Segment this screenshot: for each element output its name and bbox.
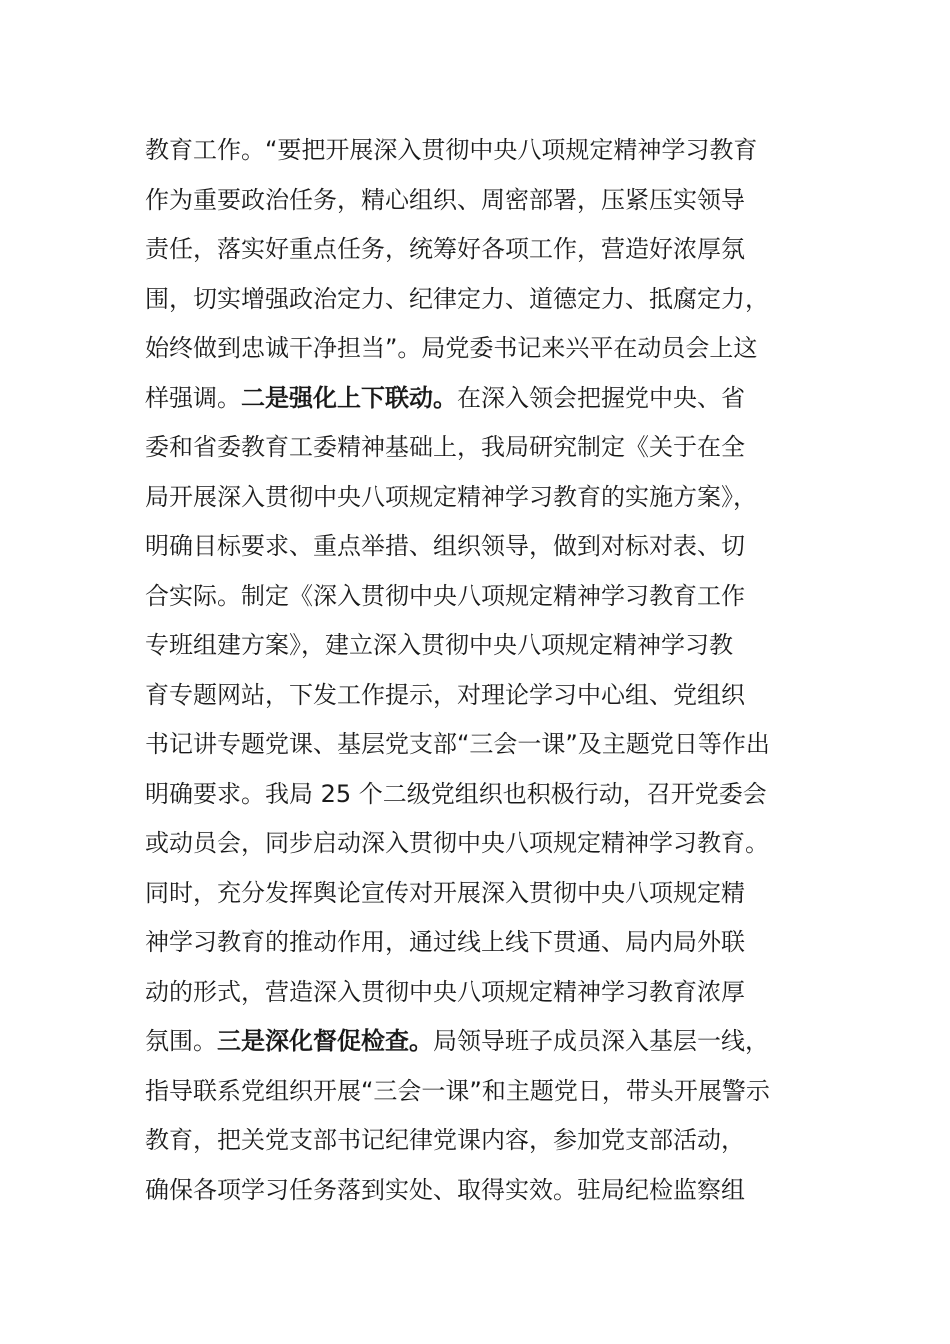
text-run: 责任，落实好重点任务，统筹好各项工作，营造好浓厚氛 <box>145 235 745 263</box>
text-line <box>145 1166 815 1216</box>
text-run: 局开展深入贯彻中央八项规定精神学习教育的实施方案》， <box>145 482 757 511</box>
text-run: 作为重要政治任务，精心组织、周密部署，压紧压实领导 <box>145 185 745 214</box>
text-run: 合实际。制定《深入贯彻中央八项规定精神学习教育工作 <box>145 581 745 610</box>
text-line <box>145 720 815 770</box>
text-line <box>145 275 815 325</box>
text-run: 教育，把关党支部书记纪律党课内容，参加党支部活动， <box>145 1126 745 1154</box>
bold-heading-3: 三是深化督促检查。 <box>217 1027 433 1055</box>
text-run: 同时，充分发挥舆论宣传对开展深入贯彻中央八项规定精 <box>145 878 745 907</box>
text-run: 确保各项学习任务落到实处、取得实效。驻局纪检监察组 <box>145 1175 745 1204</box>
text-line <box>145 176 815 226</box>
text-run: 神学习教育的推动作用，通过线上线下贯通、局内局外联 <box>145 928 745 956</box>
text-run: 围，切实增强政治定力、纪律定力、道德定力、抵腐定力， <box>145 284 769 313</box>
text-line <box>145 374 815 424</box>
bold-heading-2: 二是强化上下联动。 <box>241 383 457 412</box>
text-line <box>145 671 815 721</box>
text-line <box>145 572 815 622</box>
text-line <box>145 819 815 869</box>
text-line <box>145 869 815 919</box>
text-line <box>145 770 815 820</box>
text-line <box>145 621 815 671</box>
text-line <box>145 126 815 176</box>
text-line <box>145 1017 815 1067</box>
text-line <box>145 473 815 523</box>
text-line <box>145 324 815 374</box>
text-run: 始终做到忠诚干净担当”。局党委书记来兴平在动员会上这 <box>145 334 758 362</box>
text-line <box>145 423 815 473</box>
text-run: 氛围。 <box>145 1027 217 1055</box>
text-run: 在深入领会把握党中央、省 <box>457 383 745 412</box>
text-line <box>145 522 815 572</box>
text-run: 书记讲专题党课、基层党支部“三会一课”及主题党日等作出 <box>145 730 770 758</box>
body-paragraph <box>145 126 815 1215</box>
text-run: 样强调。 <box>145 383 241 412</box>
text-run: 教育工作。“要把开展深入贯彻中央八项规定精神学习教育 <box>145 136 758 164</box>
text-run: 局领导班子成员深入基层一线， <box>433 1027 769 1055</box>
text-line <box>145 918 815 968</box>
text-run: 或动员会，同步启动深入贯彻中央八项规定精神学习教育。 <box>145 829 769 857</box>
text-line <box>145 1116 815 1166</box>
text-line <box>145 1067 815 1117</box>
text-run: 委和省委教育工委精神基础上，我局研究制定《关于在全 <box>145 433 745 461</box>
text-run: 专班组建方案》，建立深入贯彻中央八项规定精神学习教 <box>145 631 733 659</box>
text-line <box>145 225 815 275</box>
text-run: 明确要求。我局 25 个二级党组织也积极行动，召开党委会 <box>145 779 767 808</box>
text-line <box>145 968 815 1018</box>
text-run: 动的形式，营造深入贯彻中央八项规定精神学习教育浓厚 <box>145 977 745 1006</box>
text-run: 指导联系党组织开展“三会一课”和主题党日，带头开展警示 <box>145 1076 770 1105</box>
text-run: 育专题网站，下发工作提示，对理论学习中心组、党组织 <box>145 680 745 709</box>
text-run: 明确目标要求、重点举措、组织领导，做到对标对表、切 <box>145 532 745 560</box>
